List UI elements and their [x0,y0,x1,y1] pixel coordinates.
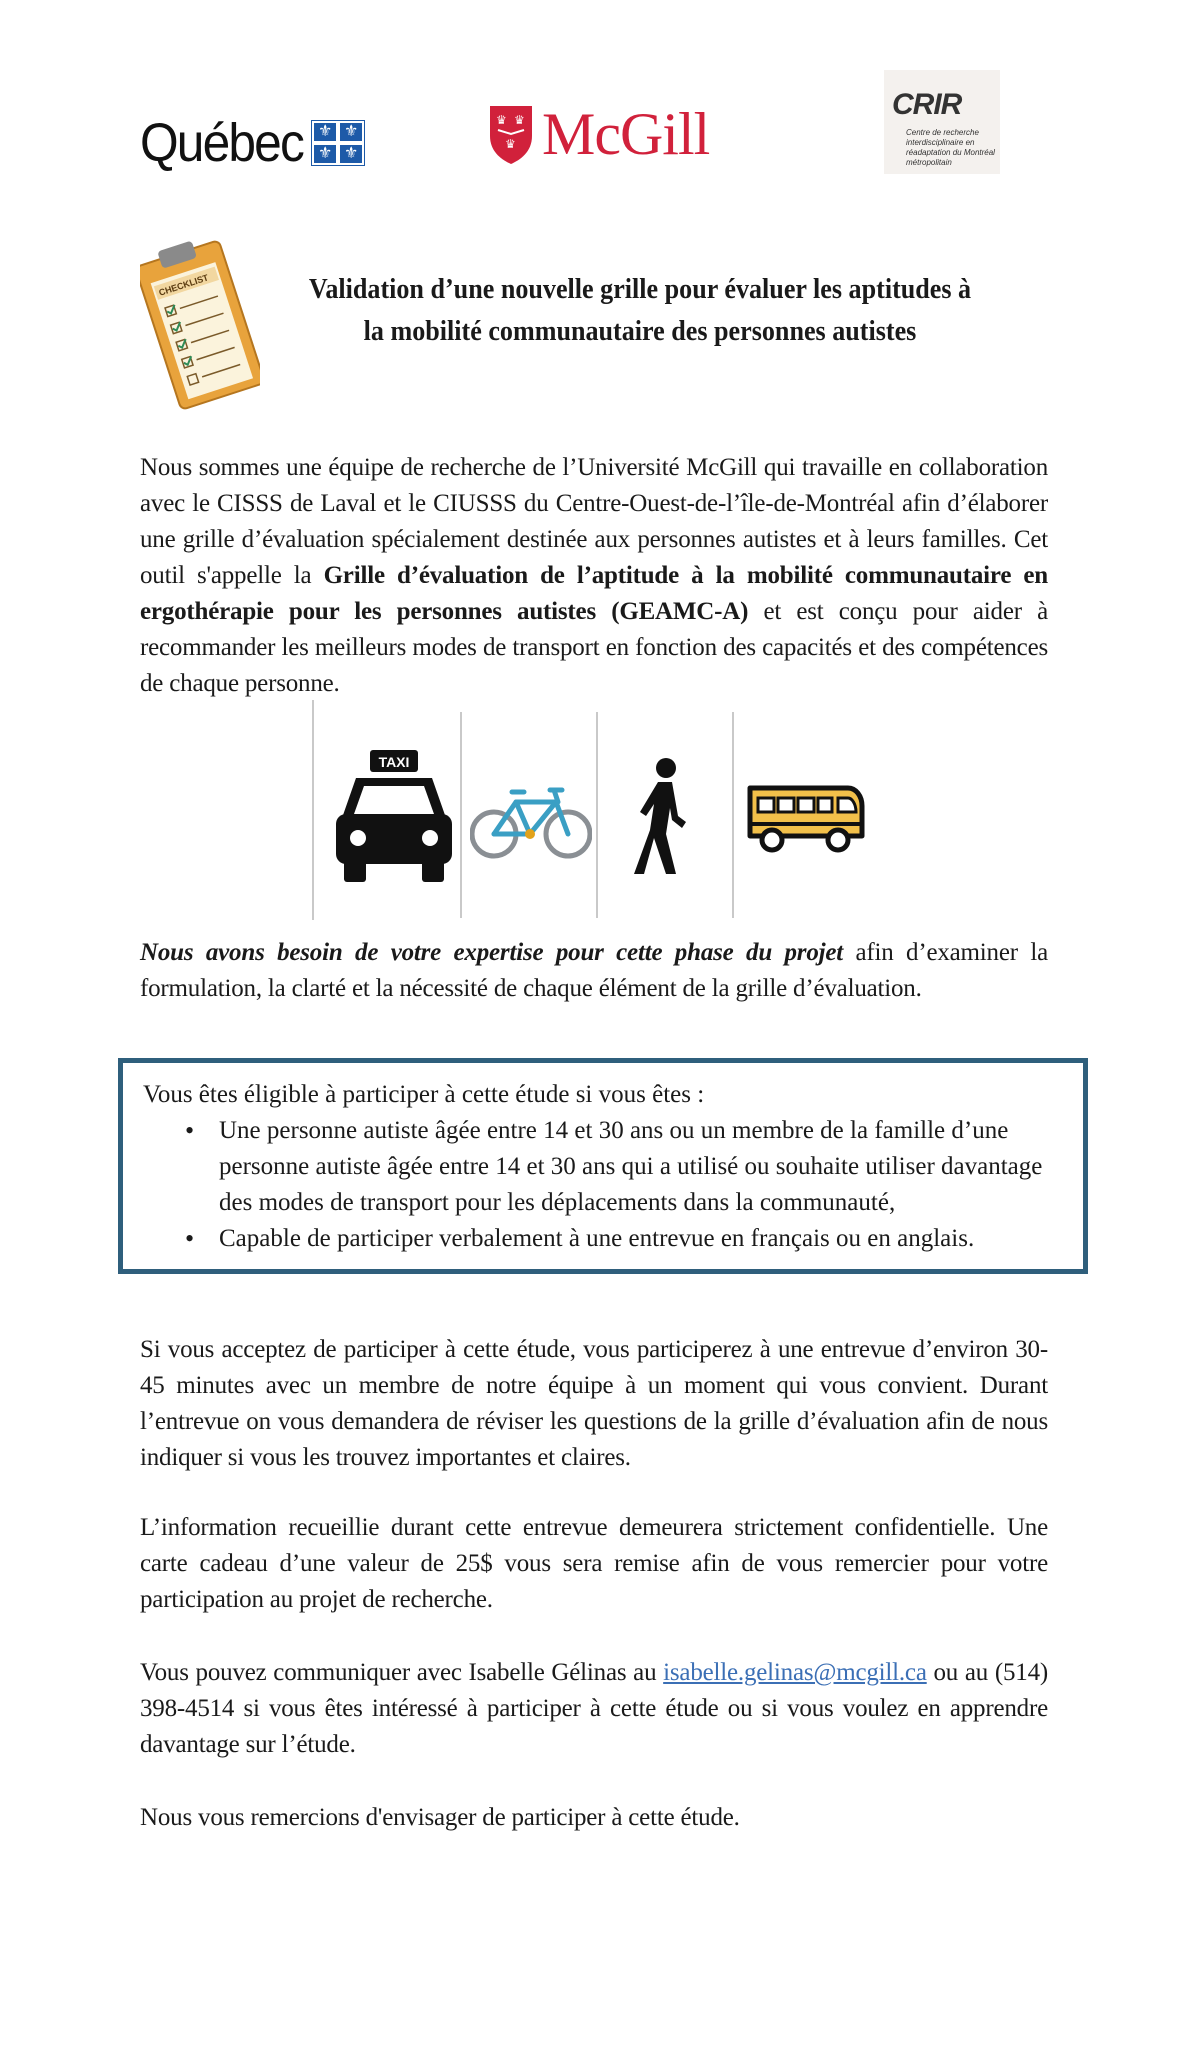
contact-paragraph [140,1655,1048,1763]
page-title [307,268,973,352]
mcgill-shield-icon [488,104,534,166]
eligibility-intro: Vous êtes éligible à participer à cette étude si vous êtes : [143,1081,705,1108]
intro-paragraph [140,450,1048,702]
expertise-text: afin d’examiner la formulation, la clarté et la nécessité de chaque élément de la grille d’évaluation. [140,939,1048,1002]
intro-text-1: Nous sommes une équipe de recherche de l’Université McGill qui travaille en collaboration avec le CISSS de Laval et le CIUSSS du Centre-Ouest-de-l’île-de-Montréal afin d’élaborer une grille d’évaluation spécialement destinée aux personnes autistes et à leurs familles. Cet outil s'appelle la [140,454,1048,589]
crir-subtitle: Centre de recherche interdisciplinaire en réadaptation du Montréal métropolitain [906,128,995,167]
eligibility-box [118,1058,1088,1274]
pedestrian-icon [630,758,700,878]
crir-logo [884,70,1000,174]
clipboard-label: CHECKLIST [157,272,210,298]
mcgill-wordmark: McGill [542,101,710,167]
quebec-wordmark: Québec [140,113,303,173]
confidentiality-paragraph: L’information recueillie durant cette entrevue demeurera strictement confidentielle. Une carte cadeau d’une valeur de 25$ vous sera remise afin de vous remercier pour votre participation au projet de recherche. [140,1514,1048,1613]
bus-icon [744,782,866,856]
checklist-clipboard-icon [140,230,260,420]
expertise-emphasis: Nous avons besoin de votre expertise pour cette phase du projet [140,939,844,966]
svg-text:♛: ♛ [496,112,507,127]
list-item: • Une personne autiste âgée entre 14 et 30 ans ou un membre de la famille d’une personne autiste âgée entre 14 et 30 ans qui a utilisé ou souhaite utiliser davantage des modes de transport pour les déplacements dans la communauté, [143,1113,1063,1221]
fleur-de-lis-flag-icon: ⚜ ⚜ ⚜ ⚜ [311,120,365,166]
closing-paragraph: Nous vous remercions d'envisager de participer à cette étude. [140,1804,740,1831]
contact-text-after: ou au (514) 398-4514 si vous êtes intéressé à participer à cette étude ou si vous voulez en apprendre davantage sur l’étude. [140,1659,1048,1758]
transport-icons [312,700,872,920]
eligibility-list [143,1113,1063,1257]
title-line-2: la mobilité communautaire des personnes autistes [363,315,917,347]
contact-text-before: Vous pouvez communiquer avec Isabelle Gélinas au [140,1659,664,1686]
list-item: • Capable de participer verbalement à une entrevue en français ou en anglais. [143,1221,1063,1257]
intro-text-2: et est conçu pour aider à recommander les meilleurs modes de transport en fonction des capacités et des compétences de chaque personne. [140,598,1048,697]
bicycle-icon [470,780,592,860]
tool-name: Grille d’évaluation de l’aptitude à la mobilité communautaire en ergothérapie pour les personnes autistes (GEAMC-A) [140,562,1048,625]
expertise-paragraph [140,935,1048,1007]
svg-text:♛: ♛ [514,112,525,127]
svg-text:♛: ♛ [505,136,516,151]
email-link[interactable]: isabelle.gelinas@mcgill.ca [663,1659,927,1686]
crir-wordmark: CRIR [892,88,962,121]
title-line-1: Validation d’une nouvelle grille pour évaluer les aptitudes à [308,273,972,305]
participation-paragraph: Si vous acceptez de participer à cette étude, vous participerez à une entrevue d’environ 30-45 minutes avec un membre de notre équipe à un moment qui vous convient. Durant l’entrevue on vous demandera de réviser les questions de la grille d’évaluation afin de nous indiquer si vous les trouvez importantes et claires. [140,1336,1048,1471]
taxi-sign-label: TAXI [378,754,410,770]
mcgill-logo [488,100,709,169]
taxi-icon [334,750,454,885]
quebec-logo [140,112,365,174]
